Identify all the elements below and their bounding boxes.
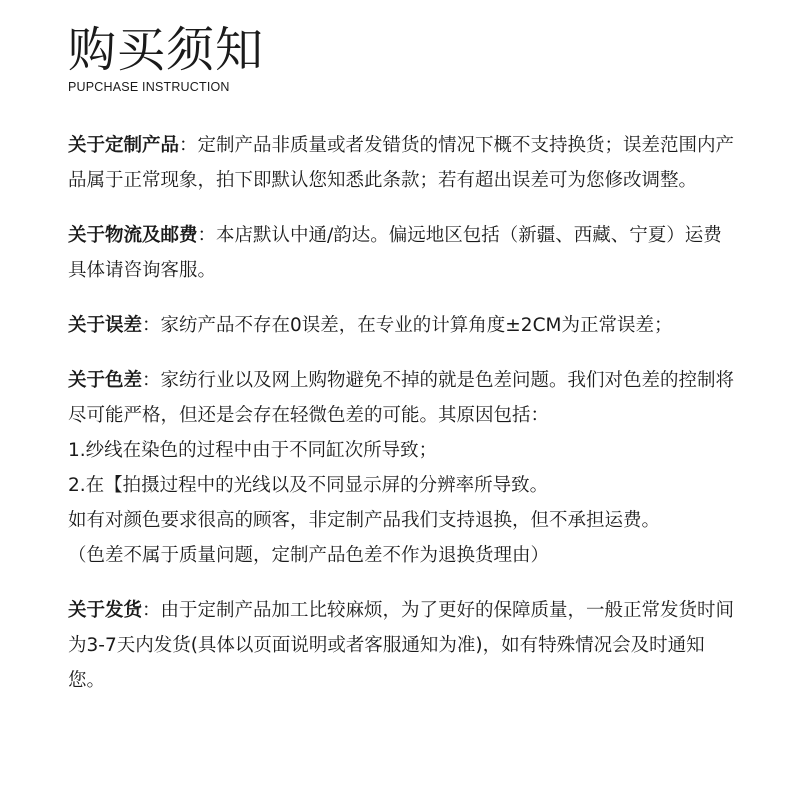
section-label: 关于物流及邮费: [68, 225, 198, 246]
section-text: 家纺产品不存在0误差，在专业的计算角度±2CM为正常误差；: [160, 315, 673, 336]
section-colon: ：: [142, 315, 161, 336]
section-paragraph: [68, 128, 740, 198]
section-text: 由于定制产品加工比较麻烦，为了更好的保障质量，一般正常发货时间为3-7天内发货(具体以页面说明或者客服通知为准)，如有特殊情况会及时通知您。: [68, 600, 735, 691]
page-subtitle: PUPCHASE INSTRUCTION: [68, 80, 230, 94]
section-custom-products: [68, 128, 740, 198]
page-title: 购买须知: [68, 22, 265, 78]
list-item: （色差不属于质量问题，定制产品色差不作为退换货理由）: [68, 545, 550, 566]
section-label: 关于发货: [68, 600, 143, 621]
section-paragraph: [68, 308, 740, 343]
section-shipping: [68, 218, 740, 288]
section-label: 关于色差: [68, 370, 143, 391]
header: [68, 22, 264, 95]
instructions-content: [68, 128, 740, 718]
section-label: 关于定制产品: [68, 135, 180, 156]
section-paragraph: [68, 218, 740, 288]
section-label: 关于误差: [68, 315, 143, 336]
section-paragraph: [68, 363, 740, 433]
section-colon: ：: [142, 370, 161, 391]
list-item: 2.在【拍摄过程中的光线以及不同显示屏的分辨率所导致。: [68, 475, 549, 496]
section-colon: ：: [142, 600, 161, 621]
section-text: 定制产品非质量或者发错货的情况下概不支持换货；误差范围内产品属于正常现象，拍下即默认您知悉此条款；若有超出误差可为您修改调整。: [68, 135, 735, 191]
section-delivery: [68, 593, 740, 698]
section-text: 家纺行业以及网上购物避免不掉的就是色差问题。我们对色差的控制将尽可能严格，但还是会存在轻微色差的可能。其原因包括：: [68, 370, 735, 426]
section-error: [68, 308, 740, 343]
section-color-difference: [68, 363, 740, 573]
list-item: 1.纱线在染色的过程中由于不同缸次所导致；: [68, 440, 438, 461]
section-text: 本店默认中通/韵达。偏远地区包括（新疆、西藏、宁夏）运费具体请咨询客服。: [68, 225, 722, 281]
list-item: 如有对颜色要求很高的顾客，非定制产品我们支持退换，但不承担运费。: [68, 510, 661, 531]
section-colon: ：: [197, 225, 217, 246]
section-paragraph: [68, 593, 740, 698]
section-colon: ：: [179, 135, 198, 156]
